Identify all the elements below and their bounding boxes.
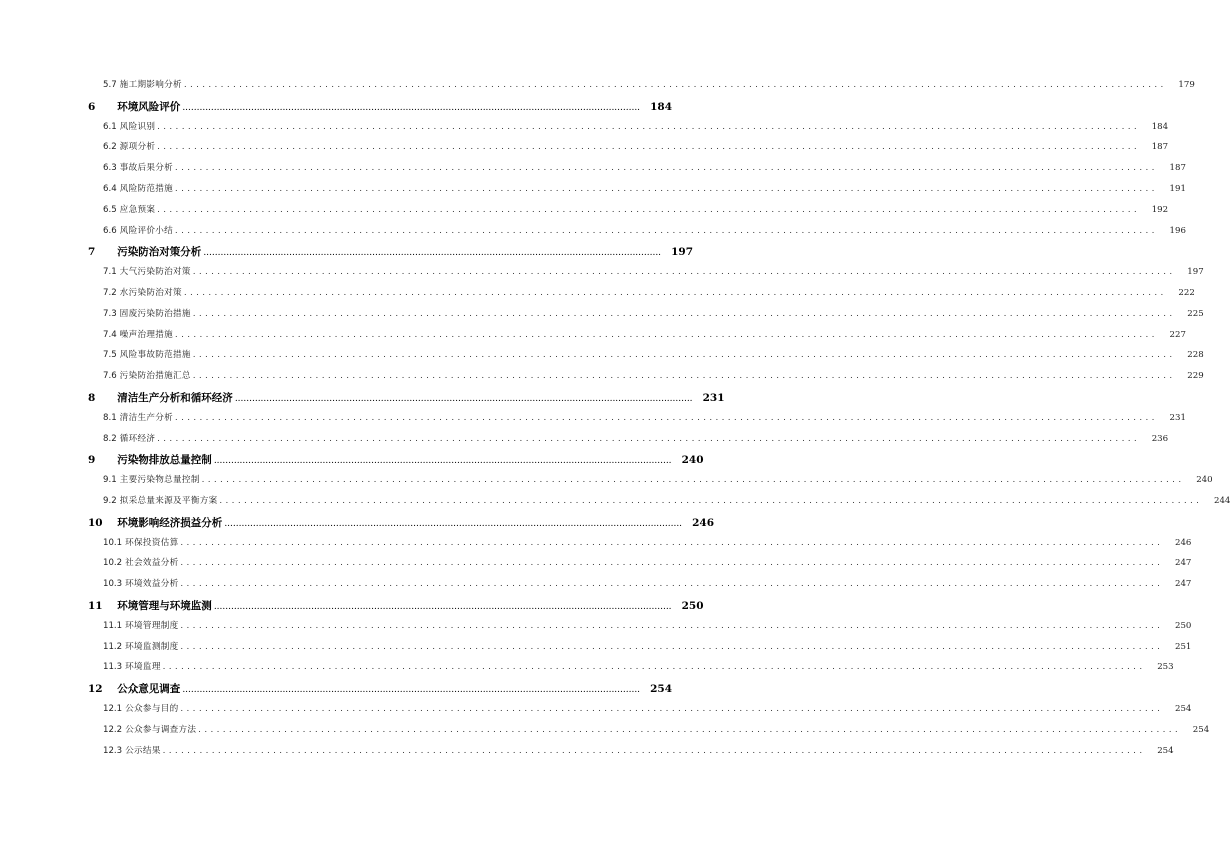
toc-chapter-entry[interactable] (0, 99, 683, 114)
toc-entry-title: 环境监测制度 (125, 641, 179, 652)
toc-entry-page-number: 187 (1169, 163, 1186, 174)
toc-entry-page-number: 196 (1169, 225, 1186, 236)
toc-entry-title: 公众参与调查方法 (125, 724, 197, 735)
toc-entry-title: 清洁生产分析 (119, 412, 174, 423)
dot-leader: ................................................................................................................................................................ (192, 267, 1176, 277)
toc-entry-page-number: 246 (692, 516, 715, 529)
dot-leader: ................................................................................................................................................................ (180, 558, 1164, 568)
toc-entry-number: 12.1 (103, 704, 123, 714)
toc-entry-number: 6.4 (103, 184, 117, 194)
toc-entry-page-number: 246 (1174, 537, 1192, 548)
toc-entry-title: 风险防范措施 (119, 184, 174, 194)
toc-entry-page-number: 184 (650, 100, 673, 113)
toc-entry-number: 9.1 (103, 475, 117, 486)
dot-leader: ................................................................................................................................................................ (182, 685, 641, 696)
toc-section-entry[interactable] (0, 640, 1192, 652)
toc-entry-page-number: 222 (1178, 288, 1195, 298)
toc-entry-page-number: 228 (1187, 350, 1204, 361)
dot-leader: ................................................................................................................................................................ (201, 475, 1185, 485)
toc-entry-number: 6 (88, 100, 96, 113)
toc-entry-number: 6.1 (103, 121, 117, 132)
toc-section-entry[interactable] (0, 702, 1192, 714)
toc-entry-page-number: 236 (1151, 433, 1169, 444)
toc-entry-title: 环境效益分析 (125, 579, 179, 590)
dot-leader: ................................................................................................................................................................ (175, 329, 1158, 339)
toc-entry-title: 循环经济 (119, 433, 156, 444)
toc-section-entry[interactable] (0, 182, 1186, 194)
toc-section-entry[interactable] (0, 348, 1204, 361)
toc-entry-number: 10.1 (103, 537, 123, 548)
toc-entry-number: 7.1 (103, 267, 117, 278)
toc-entry-title: 污染防治对策分析 (110, 246, 202, 259)
dot-leader: ................................................................................................................................................................ (213, 602, 672, 612)
toc-chapter-entry[interactable] (0, 515, 715, 530)
toc-entry-title: 公示结果 (125, 745, 161, 756)
dot-leader: ................................................................................................................................................................ (213, 456, 672, 467)
dot-leader: ................................................................................................................................................................ (162, 662, 1146, 672)
toc-section-entry[interactable] (0, 307, 1204, 319)
dot-leader: ................................................................................................................................................................ (157, 142, 1141, 152)
toc-chapter-entry[interactable] (0, 452, 704, 467)
toc-entry-title: 公众参与目的 (125, 704, 179, 714)
toc-entry-page-number: 247 (1174, 558, 1192, 569)
toc-entry-title: 风险评价小结 (119, 225, 174, 236)
toc-entry-page-number: 240 (681, 454, 704, 467)
toc-section-entry[interactable] (0, 286, 1195, 298)
toc-entry-title: 环境管理制度 (125, 620, 179, 631)
toc-entry-number: 7.3 (103, 308, 117, 319)
toc-section-entry[interactable] (0, 328, 1186, 340)
toc-section-entry[interactable] (0, 660, 1174, 673)
toc-section-entry[interactable] (0, 473, 1213, 486)
toc-entry-number: 10 (88, 516, 103, 529)
dot-leader: ................................................................................................................................................................ (234, 394, 693, 404)
toc-entry-page-number: 229 (1187, 371, 1204, 382)
toc-entry-number: 6.6 (103, 225, 117, 236)
toc-entry-page-number: 240 (1196, 475, 1213, 486)
toc-entry-title: 环境风险评价 (110, 100, 181, 113)
toc-entry-page-number: 192 (1151, 204, 1169, 215)
dot-leader: ................................................................................................................................................................ (180, 704, 1164, 713)
toc-section-entry[interactable] (0, 619, 1192, 631)
toc-entry-title: 环境管理与环境监测 (110, 600, 212, 612)
toc-entry-number: 7.4 (103, 329, 117, 340)
dot-leader: ................................................................................................................................................................ (175, 412, 1158, 422)
toc-entry-page-number: 231 (1169, 412, 1186, 423)
dot-leader: ................................................................................................................................................................ (192, 350, 1176, 360)
toc-entry-page-number: 231 (702, 392, 725, 404)
toc-entry-number: 10.3 (103, 579, 123, 590)
toc-section-entry[interactable] (0, 140, 1169, 153)
toc-entry-number: 8.1 (103, 412, 117, 423)
dot-leader: ................................................................................................................................................................ (180, 579, 1164, 589)
toc-section-entry[interactable] (0, 536, 1192, 548)
toc-entry-title: 噪声治理措施 (119, 329, 174, 340)
dot-leader: ................................................................................................................................................................ (157, 204, 1141, 214)
toc-entry-page-number: 197 (671, 246, 694, 259)
dot-leader: ................................................................................................................................................................ (182, 102, 641, 113)
toc-chapter-entry[interactable] (0, 598, 704, 613)
toc-entry-number: 5.7 (103, 80, 117, 90)
toc-entry-title: 环保投资估算 (125, 537, 179, 548)
toc-entry-title: 社会效益分析 (125, 558, 179, 569)
dot-leader: ................................................................................................................................................................ (175, 225, 1158, 235)
toc-entry-title: 拟采总量来源及平衡方案 (119, 496, 218, 506)
toc-section-entry[interactable] (0, 265, 1204, 278)
dot-leader: ................................................................................................................................................................ (183, 80, 1167, 89)
toc-entry-number: 6.3 (103, 163, 117, 174)
toc-section-entry[interactable] (0, 494, 1230, 506)
toc-section-entry[interactable] (0, 369, 1204, 382)
toc-entry-title: 风险识别 (119, 121, 156, 132)
toc-entry-page-number: 250 (681, 600, 704, 612)
toc-entry-title: 大气污染防治对策 (119, 267, 191, 278)
toc-entry-number: 8 (88, 392, 96, 404)
dot-leader: ................................................................................................................................................................ (162, 745, 1146, 755)
toc-entry-number: 11.3 (103, 662, 123, 673)
dot-leader: ................................................................................................................................................................ (180, 537, 1164, 547)
dot-leader: ................................................................................................................................................................ (180, 620, 1164, 630)
dot-leader: ................................................................................................................................................................ (219, 496, 1203, 505)
dot-leader: ................................................................................................................................................................ (224, 518, 683, 529)
dot-leader: ................................................................................................................................................................ (157, 121, 1141, 131)
toc-section-entry[interactable] (0, 577, 1192, 590)
toc-entry-title: 应急预案 (119, 204, 156, 215)
toc-entry-page-number: 254 (650, 683, 673, 696)
toc-entry-title: 事故后果分析 (119, 163, 174, 174)
toc-entry-title: 源项分析 (119, 142, 156, 153)
dot-leader: ................................................................................................................................................................ (175, 184, 1158, 193)
toc-entry-number: 6.2 (103, 142, 117, 153)
toc-entry-page-number: 244 (1213, 496, 1230, 506)
toc-entry-title: 施工期影响分析 (119, 80, 182, 90)
toc-entry-page-number: 191 (1169, 184, 1186, 194)
toc-entry-page-number: 179 (1178, 80, 1195, 90)
toc-entry-number: 7.6 (103, 371, 117, 382)
toc-entry-page-number: 253 (1157, 662, 1174, 673)
toc-entry-number: 7.5 (103, 350, 117, 361)
toc-section-entry[interactable] (0, 723, 1210, 735)
toc-entry-number: 10.2 (103, 558, 123, 569)
toc-section-entry[interactable] (0, 120, 1169, 132)
toc-entry-number: 12 (88, 683, 103, 696)
toc-entry-title: 环境监理 (125, 662, 161, 673)
dot-leader: ................................................................................................................................................................ (180, 641, 1164, 651)
dot-leader: ................................................................................................................................................................ (198, 724, 1182, 734)
toc-entry-number: 11 (88, 600, 103, 612)
dot-leader: ................................................................................................................................................................ (203, 248, 662, 259)
toc-entry-title: 清洁生产分析和循环经济 (110, 392, 233, 404)
toc-entry-title: 风险事故防范措施 (119, 350, 191, 361)
toc-entry-page-number: 251 (1174, 641, 1192, 652)
toc-chapter-entry[interactable] (0, 390, 725, 405)
toc-section-entry[interactable] (0, 556, 1192, 569)
toc-entry-title: 固废污染防治措施 (119, 308, 191, 319)
toc-entry-page-number: 225 (1187, 308, 1204, 319)
toc-section-entry[interactable] (0, 432, 1169, 444)
toc-section-entry[interactable] (0, 78, 1195, 90)
toc-entry-number: 12.3 (103, 745, 123, 756)
dot-leader: ................................................................................................................................................................ (175, 163, 1158, 173)
toc-entry-page-number: 254 (1192, 724, 1210, 735)
toc-entry-number: 7.2 (103, 288, 117, 298)
toc-entry-number: 8.2 (103, 433, 117, 444)
toc-entry-number: 12.2 (103, 724, 123, 735)
toc-entry-number: 11.1 (103, 620, 123, 631)
toc-entry-number: 9 (88, 454, 96, 467)
toc-section-entry[interactable] (0, 744, 1174, 756)
dot-leader: ................................................................................................................................................................ (192, 308, 1176, 318)
toc-section-entry[interactable] (0, 411, 1186, 423)
toc-entry-title: 公众意见调查 (110, 683, 181, 696)
toc-section-entry[interactable] (0, 224, 1186, 236)
toc-entry-page-number: 247 (1174, 579, 1192, 590)
toc-entry-number: 9.2 (103, 496, 117, 506)
toc-section-entry[interactable] (0, 203, 1169, 215)
toc-entry-number: 6.5 (103, 204, 117, 215)
toc-entry-page-number: 184 (1151, 121, 1169, 132)
dot-leader: ................................................................................................................................................................ (192, 371, 1176, 381)
toc-entry-number: 11.2 (103, 641, 123, 652)
toc-entry-title: 污染物排放总量控制 (110, 454, 212, 467)
toc-entry-page-number: 227 (1169, 329, 1186, 340)
toc-entry-number: 7 (88, 246, 96, 259)
toc-entry-title: 污染防治措施汇总 (119, 371, 191, 382)
toc-entry-page-number: 254 (1174, 704, 1192, 714)
dot-leader: ................................................................................................................................................................ (183, 288, 1167, 297)
toc-entry-title: 主要污染物总量控制 (119, 475, 200, 486)
dot-leader: ................................................................................................................................................................ (157, 433, 1141, 443)
toc-chapter-entry[interactable] (0, 244, 694, 259)
toc-entry-page-number: 254 (1157, 745, 1174, 756)
toc-entry-title: 环境影响经济损益分析 (110, 516, 223, 529)
toc-entry-page-number: 187 (1151, 142, 1169, 153)
toc-section-entry[interactable] (0, 161, 1186, 174)
toc-entry-title: 水污染防治对策 (119, 288, 182, 298)
toc-entry-page-number: 250 (1174, 620, 1192, 631)
toc-chapter-entry[interactable] (0, 681, 683, 696)
toc-entry-page-number: 197 (1187, 267, 1204, 278)
